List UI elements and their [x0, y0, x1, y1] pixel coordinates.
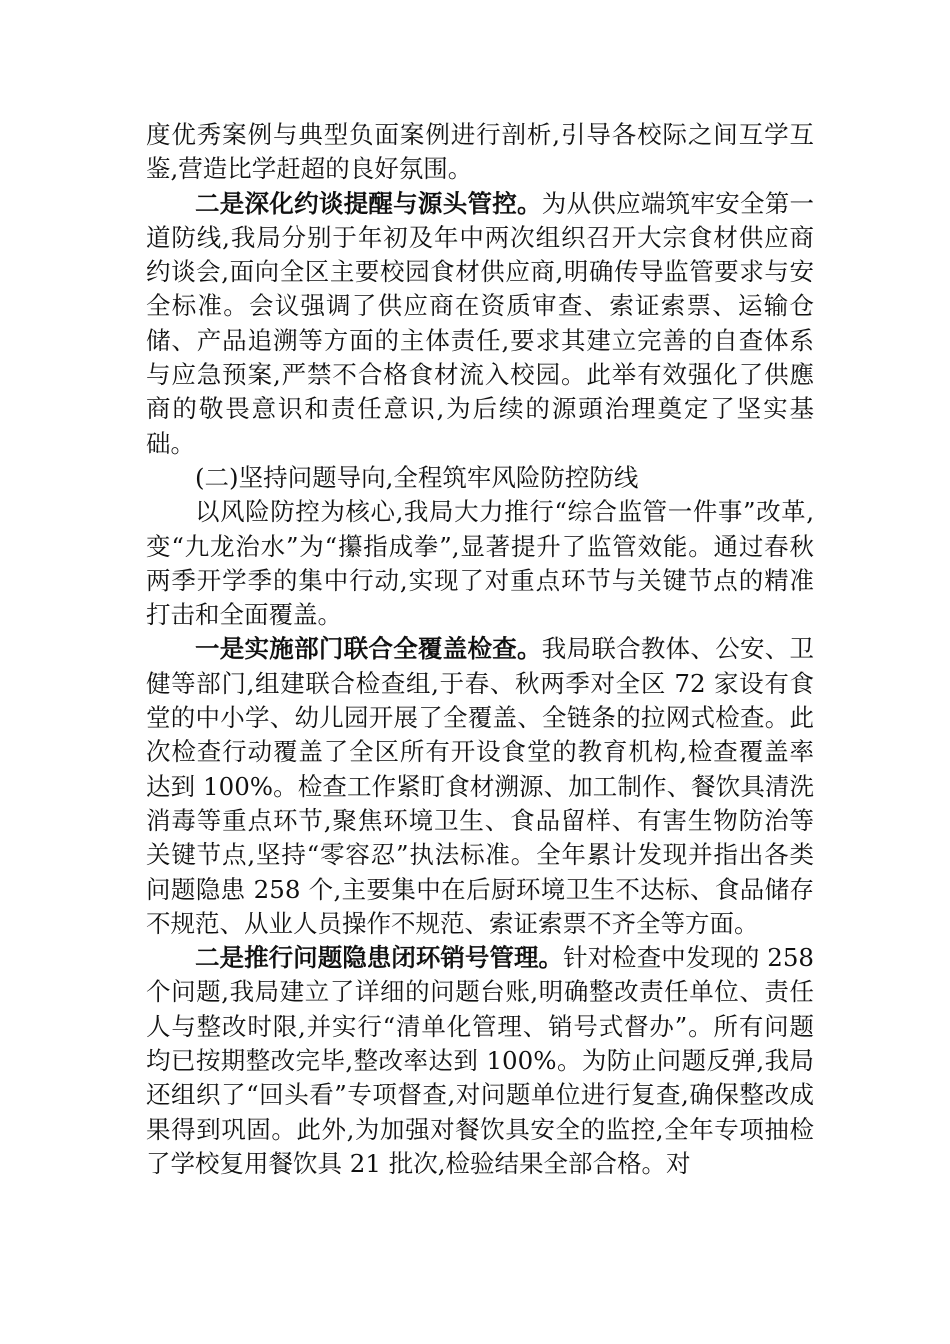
paragraph-continuation	[146, 118, 814, 187]
paragraph-text: 针对检查中发现的 258 个问题,我局建立了详细的问题台账,明确整改责任单位、责任人与整改时限,并实行“清单化管理、销号式督办”。所有问题均已按期整改完毕,整改率达到 100%。为防止问题反弹,我局还组织了“回头看”专项督查,对问题单位进行复查,确保整改成果得到巩固。此外,为加强对餐饮具安全的监控,全年专项抽检了学校复用餐饮具 21 批次,检验结果全部合格。对	[146, 943, 814, 1178]
paragraph-text: 度优秀案例与典型负面案例进行剖析,引导各校际之间互学互鉴,营造比学赶超的良好氛围。	[146, 120, 814, 184]
paragraph-supplier-talks	[146, 187, 814, 461]
paragraph-text: 为从供应端筑牢安全第一道防线,我局分别于年初及年中两次组织召开大宗食材供应商约谈会,面向全区主要校园食材供应商,明确传导监管要求与安全标准。会议强调了供应商在资质审查、索证索票、运输仓储、产品追溯等方面的主体责任,要求其建立完善的自查体系与应急预案,严禁不合格食材流入校园。此举有效强化了供應商的敬畏意识和责任意识,为后续的源頭治理奠定了坚实基础。	[146, 188, 815, 458]
paragraph-lead: 二是深化约谈提醒与源头管控。	[195, 188, 542, 218]
paragraph-lead: 一是实施部门联合全覆盖检查。	[195, 634, 542, 664]
paragraph-text: 我局联合教体、公安、卫健等部门,组建联合检查组,于春、秋两季对全区 72 家设有食堂的中小学、幼儿园开展了全覆盖、全链条的拉网式检查。此次检查行动覆盖了全区所有开设食堂的教育机构,检查覆盖率达到 100%。检查工作紧盯食材溯源、加工制作、餐饮具清洗消毒等重点环节,聚焦环境卫生、食品留样、有害生物防治等关键节点,坚持“零容忍”执法标准。全年累计发现并指出各类问题隐患 258 个,主要集中在后厨环境卫生不达标、食品储存不规范、从业人员操作不规范、索证索票不齐全等方面。	[146, 634, 815, 938]
paragraph-risk-control	[146, 495, 814, 632]
section-heading	[146, 461, 814, 495]
document-page	[146, 118, 814, 1181]
paragraph-joint-inspection	[146, 632, 814, 941]
section-heading-text: (二)坚持问题导向,全程筑牢风险防控防线	[195, 462, 639, 492]
paragraph-text: 以风险防控为核心,我局大力推行“综合监管一件事”改革,变“九龙治水”为“攥指成拳”,显著提升了监管效能。通过春秋两季开学季的集中行动,实现了对重点环节与关键节点的精准打击和全面覆盖。	[146, 497, 814, 630]
paragraph-closed-loop	[146, 941, 814, 1181]
paragraph-lead: 二是推行问题隐患闭环销号管理。	[195, 943, 564, 973]
